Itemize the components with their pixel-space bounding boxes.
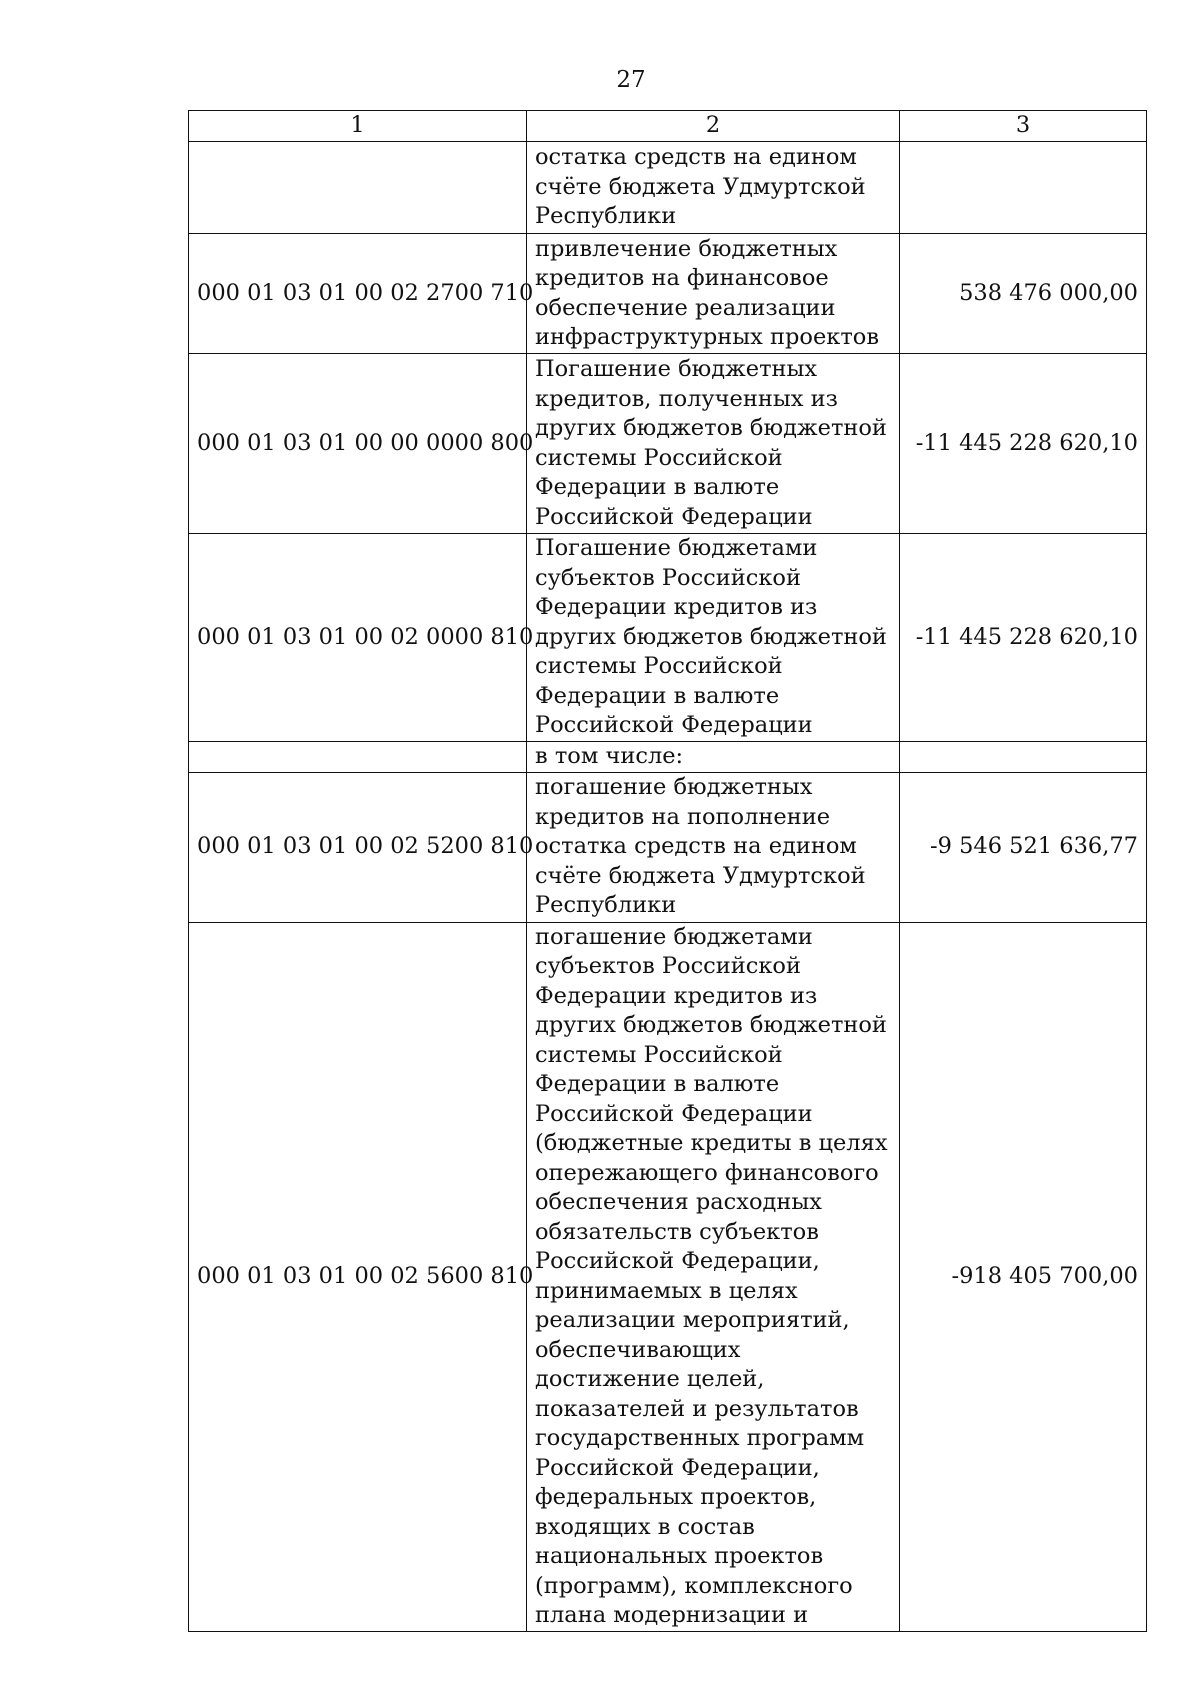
row-name: Погашение бюджетных кредитов, полученных из других бюджетов бюджетной системы Российской Федерации в валюте Российской Федерации	[527, 354, 900, 534]
table-row	[189, 741, 1147, 772]
row-code	[189, 142, 527, 234]
row-amount: -11 445 228 620,10	[900, 534, 1147, 742]
table-header	[189, 111, 1147, 142]
row-code: 000 01 03 01 00 00 0000 800	[189, 354, 527, 534]
budget-table	[188, 110, 1147, 1632]
column-header-1: 1	[189, 111, 527, 142]
row-code	[189, 741, 527, 772]
row-amount	[900, 142, 1147, 234]
row-amount: -918 405 700,00	[900, 922, 1147, 1631]
row-amount: -11 445 228 620,10	[900, 354, 1147, 534]
row-name: в том числе:	[527, 741, 900, 772]
row-name: привлечение бюджетных кредитов на финансовое обеспечение реализации инфраструктурных проектов	[527, 234, 900, 354]
table-row	[189, 354, 1147, 534]
column-header-3: 3	[900, 111, 1147, 142]
table-row	[189, 534, 1147, 742]
row-name: остатка средств на едином счёте бюджета Удмуртской Республики	[527, 142, 900, 234]
row-code: 000 01 03 01 00 02 2700 710	[189, 234, 527, 354]
page-number: 27	[616, 67, 646, 93]
row-name: погашение бюджетами субъектов Российской Федерации кредитов из других бюджетов бюджетной системы Российской Федерации в валюте Российской Федерации (бюджетные кредиты в целях опережающего финансового обеспечения расходных обязательств субъектов Российской Федерации, принимаемых в целях реализации мероприятий, обеспечивающих достижение целей, показателей и результатов государственных программ Российской Федерации, федеральных проектов, входящих в состав национальных проектов (программ), комплексного плана модернизации и	[527, 922, 900, 1631]
table-row	[189, 922, 1147, 1631]
row-amount: -9 546 521 636,77	[900, 772, 1147, 922]
row-code: 000 01 03 01 00 02 5200 810	[189, 772, 527, 922]
row-amount: 538 476 000,00	[900, 234, 1147, 354]
table-row	[189, 772, 1147, 922]
table-row	[189, 142, 1147, 234]
row-code: 000 01 03 01 00 02 0000 810	[189, 534, 527, 742]
row-amount	[900, 741, 1147, 772]
row-name: Погашение бюджетами субъектов Российской Федерации кредитов из других бюджетов бюджетной системы Российской Федерации в валюте Российской Федерации	[527, 534, 900, 742]
row-name: погашение бюджетных кредитов на пополнение остатка средств на едином счёте бюджета Удмуртской Республики	[527, 772, 900, 922]
row-code: 000 01 03 01 00 02 5600 810	[189, 922, 527, 1631]
table-row	[189, 234, 1147, 354]
column-header-2: 2	[527, 111, 900, 142]
header-row	[189, 111, 1147, 142]
